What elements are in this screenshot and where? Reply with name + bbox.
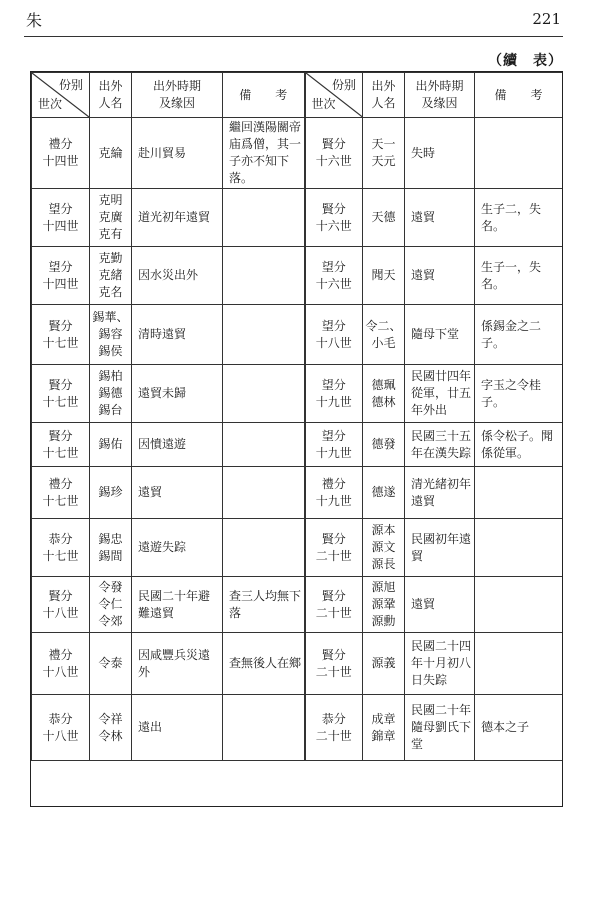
header-label: 份别: [331, 78, 356, 92]
left-reason-text: 因咸豐兵災遠外: [138, 647, 211, 679]
table-row: [32, 365, 563, 423]
left-gen-text: 賢分 十七世: [42, 377, 79, 409]
right-reason-text: 遠貿: [411, 597, 436, 611]
right-name-cell: [363, 118, 405, 189]
right-name-cell: [363, 577, 405, 633]
right-name-cell: [363, 633, 405, 695]
right-notes-text: 係錫金之二子。: [481, 318, 542, 350]
genealogy-table: [31, 72, 563, 761]
left-reason-cell: [132, 633, 223, 695]
right-reason-text: 民國二十四年十月初八日失踪: [411, 639, 472, 687]
right-name-cell: [363, 695, 405, 761]
table-row: [32, 189, 563, 247]
left-name-cell: [90, 633, 132, 695]
left-reason-cell: [132, 423, 223, 467]
left-notes-text: 查無後人在鄉: [229, 656, 302, 670]
left-name-text: 令泰: [98, 656, 123, 670]
continued-label: （續 表）: [488, 53, 563, 69]
notes-header-right: 備 考: [475, 73, 563, 118]
right-notes-cell: [475, 305, 563, 365]
left-name-text: 克明 克廣 克有: [98, 193, 123, 241]
right-name-text: 德遂: [371, 485, 396, 499]
left-name-text: 錫華、 錫容 錫侯: [92, 310, 129, 358]
right-gen-text: 望分 十八世: [315, 318, 352, 350]
right-gen-text: 賢分 二十世: [315, 647, 352, 679]
left-notes-cell: [223, 577, 305, 633]
left-notes-cell: [223, 247, 305, 305]
name-header-right: 出外 人名: [363, 73, 405, 118]
right-notes-cell: [475, 695, 563, 761]
right-gen-cell: [305, 695, 363, 761]
right-notes-cell: [475, 423, 563, 467]
right-name-text: 天德: [371, 210, 396, 224]
right-gen-cell: [305, 519, 363, 577]
right-gen-text: 賢分 十六世: [315, 137, 352, 168]
left-gen-text: 恭分 十八世: [42, 711, 79, 743]
left-name-text: 錫佑: [98, 437, 123, 451]
right-gen-text: 恭分 二十世: [315, 711, 352, 743]
left-name-cell: [90, 519, 132, 577]
left-reason-text: 遠出: [138, 720, 163, 734]
left-gen-cell: [32, 247, 90, 305]
generation-header-right: [305, 73, 363, 118]
left-name-cell: [90, 189, 132, 247]
right-gen-text: 禮分 十九世: [315, 476, 352, 508]
left-name-text: 錫珍: [98, 485, 123, 499]
left-reason-text: 赴川貿易: [138, 145, 187, 160]
right-reason-cell: [405, 305, 475, 365]
left-reason-cell: [132, 189, 223, 247]
right-gen-cell: [305, 577, 363, 633]
left-gen-cell: [32, 467, 90, 519]
right-reason-cell: [405, 577, 475, 633]
right-name-text: 源本 源文 源長: [371, 523, 396, 571]
header-label: 世次: [311, 97, 336, 111]
right-reason-cell: [405, 118, 475, 189]
table-row: [32, 519, 563, 577]
right-reason-text: 隨母下堂: [411, 327, 460, 341]
left-gen-text: 禮分 十四世: [42, 137, 79, 168]
right-notes-text: 字玉之令桂子。: [481, 377, 542, 409]
right-name-cell: [363, 467, 405, 519]
right-reason-cell: [405, 189, 475, 247]
left-reason-cell: [132, 577, 223, 633]
right-reason-text: 失時: [411, 145, 436, 160]
right-notes-cell: [475, 247, 563, 305]
header-rule: [24, 36, 563, 37]
left-name-cell: [90, 305, 132, 365]
left-name-text: 克勤 克緒 克名: [98, 251, 123, 299]
right-name-cell: [363, 423, 405, 467]
right-reason-cell: [405, 365, 475, 423]
right-gen-cell: [305, 189, 363, 247]
left-name-cell: [90, 695, 132, 761]
right-gen-cell: [305, 118, 363, 189]
right-gen-text: 望分 十九世: [315, 377, 352, 409]
left-gen-cell: [32, 365, 90, 423]
left-reason-text: 遠貿: [138, 485, 163, 499]
left-name-cell: [90, 118, 132, 189]
right-name-text: 源旭 源鞏 源勳: [371, 580, 396, 628]
left-gen-text: 賢分 十八世: [42, 588, 79, 620]
right-notes-cell: [475, 577, 563, 633]
right-notes-cell: [475, 519, 563, 577]
right-notes-text: 生子二，失名。: [481, 201, 542, 233]
right-reason-cell: [405, 633, 475, 695]
right-name-text: 德珮 德林: [371, 377, 396, 409]
right-notes-cell: [475, 118, 563, 189]
table-body: [32, 118, 563, 761]
left-gen-cell: [32, 695, 90, 761]
right-gen-cell: [305, 365, 363, 423]
left-gen-text: 望分 十四世: [42, 259, 79, 291]
left-name-text: 令祥 令林: [98, 711, 123, 743]
right-reason-cell: [405, 423, 475, 467]
left-reason-text: 因水災出外: [138, 268, 199, 282]
right-reason-text: 民國二十年隨母劉氏下堂: [411, 703, 472, 751]
generation-header-left: [32, 73, 90, 118]
left-gen-cell: [32, 633, 90, 695]
header-label: 份别: [58, 78, 83, 92]
left-gen-text: 恭分 十七世: [42, 531, 79, 563]
left-notes-text: 繼回漢陽關帝庙爲僧，其一子亦不知下落。: [229, 120, 302, 185]
right-name-cell: [363, 519, 405, 577]
right-reason-text: 遠貿: [411, 210, 436, 224]
left-reason-cell: [132, 467, 223, 519]
left-gen-text: 賢分 十七世: [42, 428, 79, 460]
table-row: [32, 247, 563, 305]
left-reason-text: 遠遊失踪: [138, 540, 187, 554]
left-gen-text: 禮分 十七世: [42, 476, 79, 508]
right-name-cell: [363, 365, 405, 423]
right-reason-cell: [405, 695, 475, 761]
right-notes-cell: [475, 189, 563, 247]
right-notes-cell: [475, 467, 563, 519]
right-reason-text: 民國廿四年從軍，廿五年外出: [411, 369, 472, 417]
right-name-cell: [363, 247, 405, 305]
notes-header-left: 備 考: [223, 73, 305, 118]
table-header-row: [32, 73, 563, 118]
left-gen-cell: [32, 118, 90, 189]
right-notes-text: 係令松子。聞係從軍。: [481, 428, 554, 460]
left-notes-cell: [223, 365, 305, 423]
left-gen-cell: [32, 577, 90, 633]
right-reason-text: 民國初年遠貿: [411, 531, 472, 563]
left-name-cell: [90, 577, 132, 633]
left-notes-cell: [223, 695, 305, 761]
left-gen-cell: [32, 519, 90, 577]
left-name-cell: [90, 365, 132, 423]
right-gen-text: 賢分 十六世: [315, 201, 352, 233]
right-notes-cell: [475, 633, 563, 695]
right-gen-cell: [305, 633, 363, 695]
left-gen-text: 賢分 十七世: [42, 318, 79, 350]
right-name-text: 聞天: [371, 268, 396, 282]
left-gen-text: 望分 十四世: [42, 201, 79, 233]
left-name-text: 令發 令仁 令郊: [98, 580, 123, 628]
right-name-cell: [363, 189, 405, 247]
right-gen-cell: [305, 467, 363, 519]
left-reason-text: 清時遠貿: [138, 327, 187, 341]
right-reason-cell: [405, 247, 475, 305]
right-gen-text: 賢分 二十世: [315, 588, 352, 620]
left-notes-cell: [223, 633, 305, 695]
reason-header-left: 出外時期 及缘因: [132, 73, 223, 118]
left-gen-cell: [32, 189, 90, 247]
right-notes-cell: [475, 365, 563, 423]
left-gen-cell: [32, 305, 90, 365]
table-row: [32, 305, 563, 365]
left-notes-cell: [223, 423, 305, 467]
right-name-text: 令二、 小毛: [365, 318, 402, 350]
left-reason-text: 遠貿未歸: [138, 386, 187, 400]
right-gen-cell: [305, 305, 363, 365]
right-name-text: 德發: [371, 437, 396, 451]
right-notes-text: 生子一，失名。: [481, 259, 542, 291]
right-name-cell: [363, 305, 405, 365]
table-row: [32, 423, 563, 467]
page-header-title: 朱: [26, 11, 43, 30]
right-reason-text: 清光緒初年遠貿: [411, 476, 472, 508]
page-number: 221: [532, 10, 561, 28]
right-gen-cell: [305, 247, 363, 305]
table-row: [32, 118, 563, 189]
right-gen-text: 望分 十九世: [315, 428, 352, 460]
left-reason-cell: [132, 365, 223, 423]
left-notes-cell: [223, 305, 305, 365]
name-header-left: 出外 人名: [90, 73, 132, 118]
left-reason-cell: [132, 118, 223, 189]
left-notes-cell: [223, 519, 305, 577]
left-reason-text: 民國二十年避難遠貿: [138, 588, 211, 620]
right-name-text: 成章 錦章: [371, 711, 396, 743]
right-name-text: 天一 天元: [371, 137, 396, 168]
left-notes-cell: [223, 118, 305, 189]
left-gen-cell: [32, 423, 90, 467]
left-reason-text: 因憤遠遊: [138, 437, 187, 451]
left-reason-cell: [132, 519, 223, 577]
left-reason-text: 道光初年遠貿: [138, 210, 211, 224]
right-reason-text: 遠貿: [411, 268, 436, 282]
right-gen-cell: [305, 423, 363, 467]
right-notes-text: 德本之子: [481, 720, 530, 734]
table-row: [32, 577, 563, 633]
right-name-text: 源義: [371, 656, 396, 670]
left-reason-cell: [132, 305, 223, 365]
left-name-text: 錫忠 錫間: [98, 531, 123, 563]
right-reason-text: 民國三十五年在漢失踪: [411, 428, 472, 460]
left-name-text: 克綸: [98, 145, 123, 160]
left-name-cell: [90, 247, 132, 305]
header-label: 世次: [38, 97, 63, 111]
reason-header-right: 出外時期 及缘因: [405, 73, 475, 118]
right-reason-cell: [405, 519, 475, 577]
left-name-cell: [90, 423, 132, 467]
left-reason-cell: [132, 695, 223, 761]
left-notes-cell: [223, 189, 305, 247]
left-notes-cell: [223, 467, 305, 519]
table-row: [32, 633, 563, 695]
left-notes-text: 查三人均無下落: [229, 588, 302, 620]
right-reason-cell: [405, 467, 475, 519]
table-row: [32, 467, 563, 519]
table-row: [32, 695, 563, 761]
right-gen-text: 賢分 二十世: [315, 531, 352, 563]
left-name-cell: [90, 467, 132, 519]
left-reason-cell: [132, 247, 223, 305]
left-name-text: 錫柏 錫德 錫台: [98, 369, 123, 417]
right-gen-text: 望分 十六世: [315, 259, 352, 291]
left-gen-text: 禮分 十八世: [42, 647, 79, 679]
